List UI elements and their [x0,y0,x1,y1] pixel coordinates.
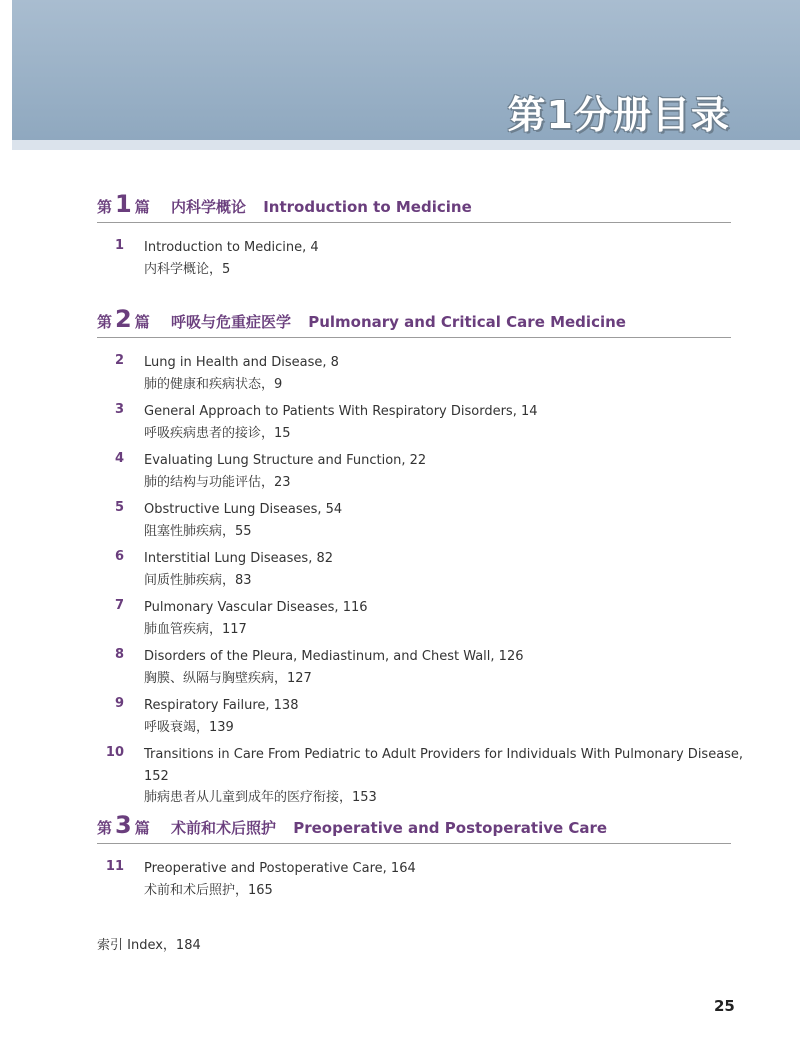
chapter-number: 7 [114,598,124,613]
toc-entry[interactable] [100,401,760,444]
toc-entry[interactable] [100,548,760,591]
chapter-title-zh: 内科学概论，5 [144,261,231,277]
chapter-number: 1 [114,238,124,253]
chapter-title-en: Evaluating Lung Structure and Function, 22 [144,453,427,468]
chapter-title-en: Lung in Health and Disease, 8 [144,355,339,370]
chapter-title-zh: 肺的结构与功能评估，23 [144,474,291,490]
header-strip [12,140,800,150]
chapter-title-zh: 肺病患者从儿童到成年的医疗衔接，153 [144,790,377,805]
chapter-title-zh: 呼吸衰竭，139 [144,719,234,735]
chapter-number: 8 [114,647,124,662]
chapter-title-zh: 间质性肺疾病，83 [144,572,252,588]
page-number: 25 [714,997,735,1015]
part-heading [97,192,731,223]
part-title-en: Preoperative and Postoperative Care [293,819,608,837]
toc-entry[interactable] [100,695,760,738]
chapter-list [100,858,760,907]
part-number: 1 [115,190,132,218]
chapter-number: 10 [105,745,124,760]
part-title-zh: 内科学概论 [170,198,246,216]
part-heading [97,307,731,338]
part-title-zh: 术前和术后照护 [170,819,276,837]
part-prefix: 第 [97,198,113,216]
part-title-en: Introduction to Medicine [263,198,472,216]
chapter-title-en: Obstructive Lung Diseases, 54 [144,502,343,517]
toc-entry[interactable] [100,499,760,542]
part-prefix: 第 [97,313,113,331]
part-number: 2 [115,305,132,333]
index-entry[interactable]: 索引 Index，184 [97,938,201,953]
part-suffix: 篇 [134,198,150,216]
toc-entry[interactable] [100,744,760,809]
part-title-en: Pulmonary and Critical Care Medicine [308,313,626,331]
chapter-number: 2 [114,353,124,368]
page-title: 第1分册目录 [507,93,730,137]
part-heading [97,813,731,844]
toc-entry[interactable] [100,597,760,640]
chapter-number: 5 [114,500,124,515]
part-suffix: 篇 [134,819,150,837]
chapter-number: 4 [114,451,124,466]
chapter-title-en: Disorders of the Pleura, Mediastinum, and Chest Wall, 126 [144,649,524,664]
chapter-title-en: Preoperative and Postoperative Care, 164 [144,861,416,876]
chapter-title-zh: 胸膜、纵隔与胸壁疾病，127 [144,670,312,686]
part-number: 3 [115,811,132,839]
toc-entry[interactable] [100,858,760,901]
chapter-number: 6 [114,549,124,564]
chapter-title-en: Respiratory Failure, 138 [144,698,299,713]
chapter-title-zh: 肺的健康和疾病状态，9 [144,376,283,392]
chapter-title-zh: 阻塞性肺疾病，55 [144,523,252,539]
toc-entry[interactable] [100,352,760,395]
part-suffix: 篇 [134,313,150,331]
chapter-list [100,352,760,815]
chapter-number: 11 [105,859,124,874]
chapter-number: 9 [114,696,124,711]
chapter-title-zh: 呼吸疾病患者的接诊，15 [144,425,291,441]
toc-entry[interactable] [100,237,760,280]
chapter-title-en: Interstitial Lung Diseases, 82 [144,551,334,566]
chapter-list [100,237,760,286]
chapter-title-en: Pulmonary Vascular Diseases, 116 [144,600,368,615]
chapter-title-en: Introduction to Medicine, 4 [144,240,319,255]
toc-entry[interactable] [100,450,760,493]
chapter-title-zh: 肺血管疾病，117 [144,621,247,637]
chapter-title-en: Transitions in Care From Pediatric to Adult Providers for Individuals With Pulmonary Disease, 152 [144,747,744,784]
chapter-title-en: General Approach to Patients With Respiratory Disorders, 14 [144,404,538,419]
part-prefix: 第 [97,819,113,837]
chapter-number: 3 [114,402,124,417]
toc-entry[interactable] [100,646,760,689]
chapter-title-zh: 术前和术后照护，165 [144,882,273,898]
part-title-zh: 呼吸与危重症医学 [170,313,291,331]
